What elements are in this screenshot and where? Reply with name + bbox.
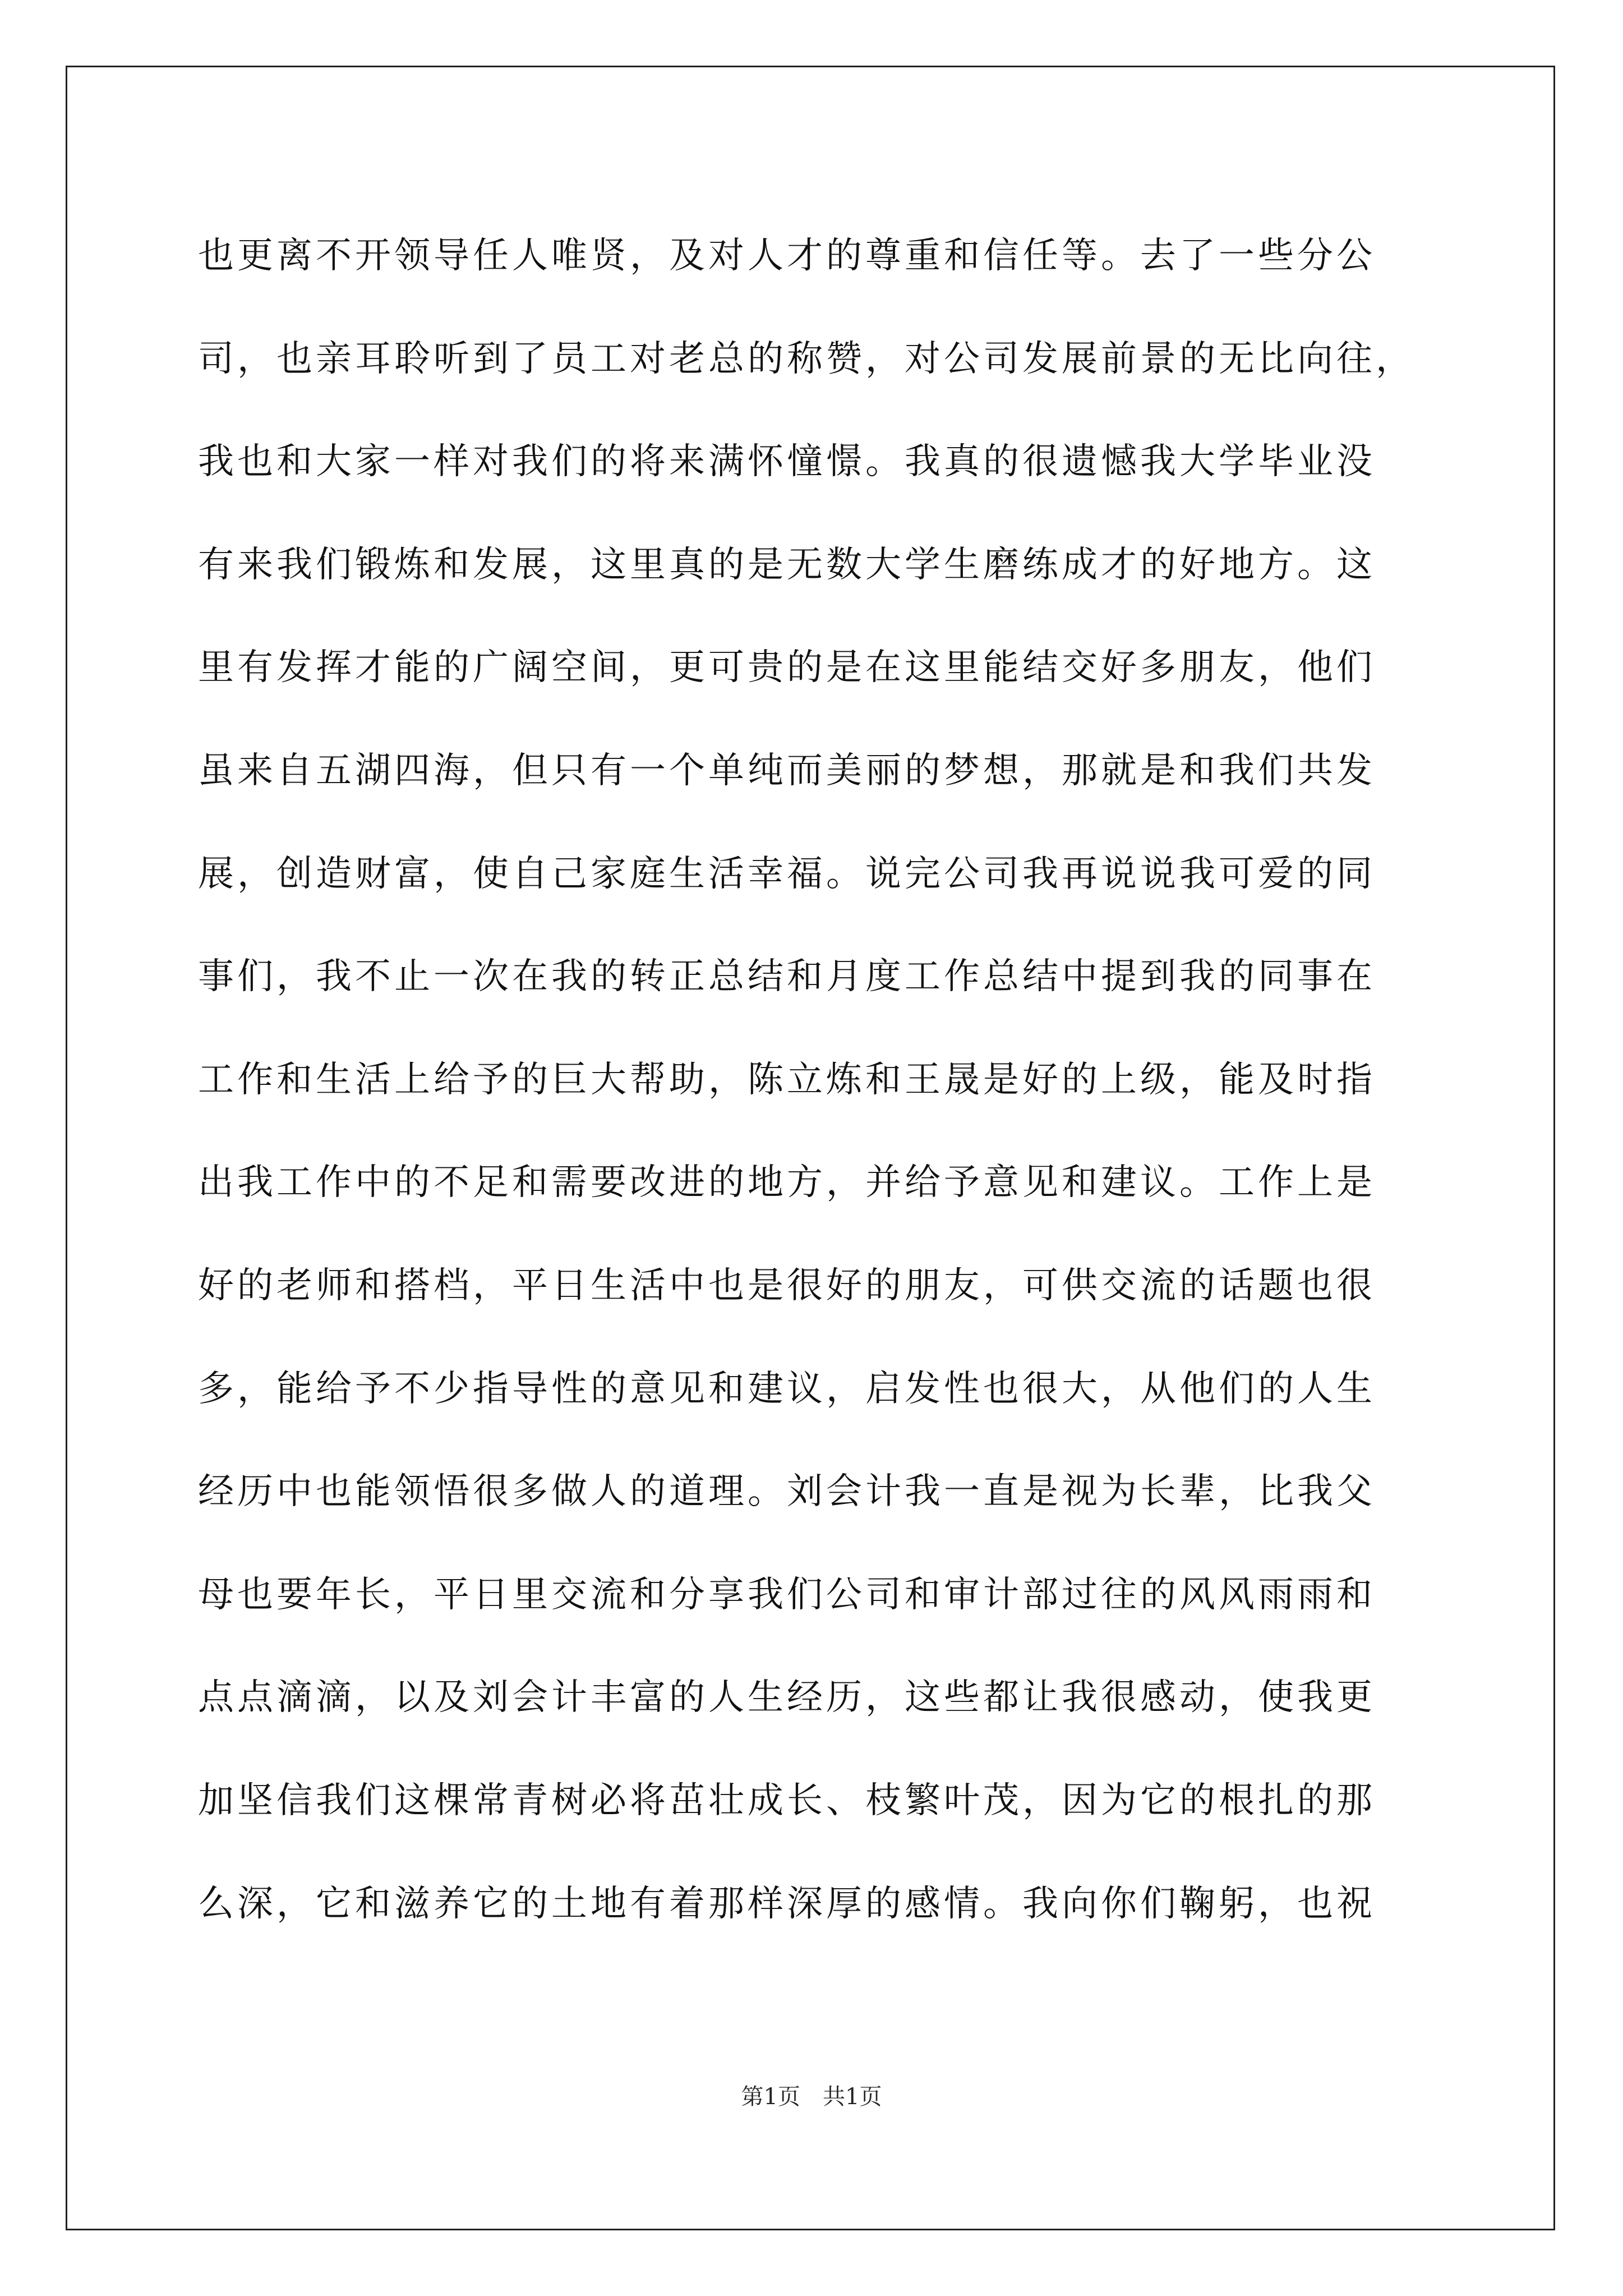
text-line: 加坚信我们这棵常青树必将茁壮成长、枝繁叶茂，因为它的根扎的那	[198, 1779, 1376, 1821]
text-line: 么深，它和滋养它的土地有着那样深厚的感情。我向你们鞠躬，也祝	[198, 1883, 1376, 1925]
document-body	[198, 205, 1432, 1955]
text-line: 我也和大家一样对我们的将来满怀憧憬。我真的很遗憾我大学毕业没	[198, 441, 1376, 483]
text-line: 虽来自五湖四海，但只有一个单纯而美丽的梦想，那就是和我们共发	[198, 749, 1376, 792]
text-line: 也更离不开领导任人唯贤，及对人才的尊重和信任等。去了一些分公	[198, 235, 1376, 277]
page-number-footer: 第1页 共1页	[741, 2084, 882, 2110]
text-line: 点点滴滴，以及刘会计丰富的人生经历，这些都让我很感动，使我更	[198, 1677, 1376, 1719]
text-line: 工作和生活上给予的巨大帮助，陈立炼和王晟是好的上级，能及时指	[198, 1059, 1376, 1101]
text-line: 里有发挥才能的广阔空间，更可贵的是在这里能结交好多朋友，他们	[198, 647, 1376, 689]
text-line: 母也要年长，平日里交流和分享我们公司和审计部过往的风风雨雨和	[198, 1573, 1376, 1616]
text-line: 出我工作中的不足和需要改进的地方，并给予意见和建议。工作上是	[198, 1162, 1376, 1204]
text-line: 有来我们锻炼和发展，这里真的是无数大学生磨练成才的好地方。这	[198, 544, 1376, 586]
text-line: 事们，我不止一次在我的转正总结和月度工作总结中提到我的同事在	[198, 956, 1376, 998]
text-line: 展，创造财富，使自己家庭生活幸福。说完公司我再说说我可爱的同	[198, 853, 1376, 895]
text-line: 经历中也能领悟很多做人的道理。刘会计我一直是视为长辈，比我父	[198, 1471, 1376, 1513]
text-line: 好的老师和搭档，平日生活中也是很好的朋友，可供交流的话题也很	[198, 1264, 1376, 1306]
text-line: 司，也亲耳聆听到了员工对老总的称赞，对公司发展前景的无比向往，	[198, 338, 1415, 380]
text-line: 多，能给予不少指导性的意见和建议，启发性也很大，从他们的人生	[198, 1368, 1376, 1410]
